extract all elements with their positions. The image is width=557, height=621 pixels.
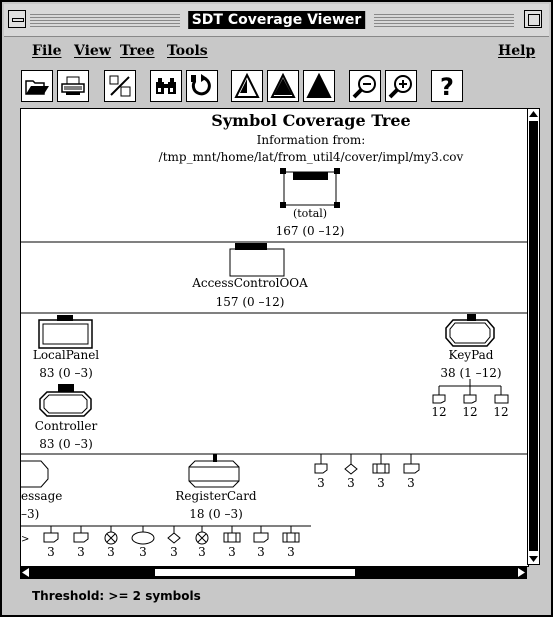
register-leaf-value: 3 xyxy=(257,545,265,559)
keypad-value: 38 (1 –12) xyxy=(440,366,502,380)
vertical-scrollbar[interactable] xyxy=(527,108,540,565)
open-button[interactable] xyxy=(21,70,53,102)
help-button[interactable] xyxy=(431,70,463,102)
message-value: –3) xyxy=(21,507,40,521)
register-leaf[interactable] xyxy=(254,533,268,542)
controller-leaf-value: 3 xyxy=(347,476,355,490)
scale-icon xyxy=(107,73,133,99)
controller-label: Controller xyxy=(34,419,98,433)
svg-text:>: > xyxy=(21,534,30,545)
register-leaf[interactable] xyxy=(168,533,180,543)
menu-file[interactable]: File xyxy=(32,43,62,59)
register-leaf-value: 3 xyxy=(287,545,295,559)
zoom-in-icon xyxy=(388,73,414,99)
keypad-leaf[interactable] xyxy=(464,395,476,403)
register-leaf-value: 3 xyxy=(228,545,236,559)
find-button[interactable] xyxy=(150,70,182,102)
tree-title: Symbol Coverage Tree xyxy=(211,111,411,130)
vertical-thumb[interactable] xyxy=(529,121,538,551)
register-leaf-value: 3 xyxy=(139,545,147,559)
threshold-status: Threshold: >= 2 symbols xyxy=(32,589,201,603)
info-label: Information from: xyxy=(256,133,366,147)
triangle-light-icon xyxy=(234,73,260,99)
registercard-label: RegisterCard xyxy=(175,489,257,503)
message-node[interactable] xyxy=(21,461,48,487)
scale-button[interactable] xyxy=(104,70,136,102)
zoom-out-icon xyxy=(352,73,378,99)
message-leaf-value: 3 xyxy=(47,545,55,559)
rotate-icon xyxy=(189,73,215,99)
triangle-dark-icon xyxy=(306,73,332,99)
help-icon xyxy=(434,73,460,99)
controller-leaf[interactable] xyxy=(373,464,389,473)
message-leaf[interactable] xyxy=(74,533,88,542)
controller-leaf-value: 3 xyxy=(317,476,325,490)
register-leaf-value: 3 xyxy=(170,545,178,559)
scroll-up-icon[interactable] xyxy=(529,111,538,117)
horizontal-thumb[interactable] xyxy=(155,569,355,576)
localpanel-value: 83 (0 –3) xyxy=(39,366,93,380)
controller-leaf[interactable] xyxy=(404,464,419,473)
controller-node[interactable] xyxy=(40,392,91,416)
horizontal-scrollbar[interactable] xyxy=(20,566,527,579)
window-menu-button[interactable] xyxy=(8,10,26,28)
threshold-mid-button[interactable] xyxy=(267,70,299,102)
keypad-leaf[interactable] xyxy=(495,395,508,403)
register-leaf[interactable] xyxy=(132,532,154,544)
access-control-node[interactable] xyxy=(230,249,284,276)
keypad-leaf[interactable] xyxy=(433,395,445,403)
svg-text:?: ? xyxy=(440,73,454,99)
access-value: 157 (0 –12) xyxy=(215,295,285,309)
print-button[interactable] xyxy=(57,70,89,102)
keypad-leaf-value: 12 xyxy=(431,405,447,419)
menu-view[interactable]: View xyxy=(74,43,111,59)
controller-value: 83 (0 –3) xyxy=(39,437,93,451)
threshold-low-button[interactable] xyxy=(231,70,263,102)
registercard-value: 18 (0 –3) xyxy=(189,507,243,521)
keypad-leaf-value: 12 xyxy=(493,405,509,419)
scroll-left-icon[interactable] xyxy=(22,568,29,577)
triangle-medium-icon xyxy=(270,73,296,99)
keypad-label: KeyPad xyxy=(448,348,494,362)
registercard-node[interactable] xyxy=(189,461,239,487)
title-bar[interactable] xyxy=(4,4,549,37)
menu-bar xyxy=(4,37,549,65)
keypad-node[interactable] xyxy=(446,320,494,346)
message-leaf-value: 3 xyxy=(107,545,115,559)
localpanel-label: LocalPanel xyxy=(32,348,100,362)
root-label: (total) xyxy=(292,207,328,220)
message-label: essage xyxy=(21,489,63,503)
tree-graphics xyxy=(21,109,528,566)
register-leaf[interactable] xyxy=(224,533,240,542)
message-leaf[interactable] xyxy=(44,533,58,542)
keypad-leaf-value: 12 xyxy=(462,405,478,419)
menu-help[interactable]: Help xyxy=(498,43,536,59)
title-stripes-left xyxy=(30,12,180,28)
menu-tree[interactable]: Tree xyxy=(120,43,155,59)
controller-leaf[interactable] xyxy=(345,464,357,474)
open-icon xyxy=(24,74,50,98)
zoom-in-button[interactable] xyxy=(385,70,417,102)
title-stripes-right xyxy=(374,12,514,28)
register-leaf-value: 3 xyxy=(198,545,206,559)
access-label: AccessControlOOA xyxy=(192,276,308,290)
toolbar xyxy=(4,68,549,106)
threshold-high-button[interactable] xyxy=(303,70,335,102)
print-icon xyxy=(60,74,86,98)
scroll-right-icon[interactable] xyxy=(518,568,525,577)
register-leaf[interactable] xyxy=(283,533,299,542)
controller-leaf-value: 3 xyxy=(377,476,385,490)
controller-leaf-value: 3 xyxy=(407,476,415,490)
maximize-button[interactable] xyxy=(524,10,542,28)
window-title: SDT Coverage Viewer xyxy=(188,11,366,29)
file-path: /tmp_mnt/home/lat/from_util4/cover/impl/my3.cov xyxy=(158,150,464,164)
coverage-tree-canvas[interactable] xyxy=(20,108,529,567)
refresh-button[interactable] xyxy=(186,70,218,102)
root-value: 167 (0 –12) xyxy=(275,224,345,238)
zoom-out-button[interactable] xyxy=(349,70,381,102)
binoculars-icon xyxy=(153,74,179,98)
message-leaf-value: 3 xyxy=(77,545,85,559)
scroll-down-icon[interactable] xyxy=(529,556,538,562)
menu-tools[interactable]: Tools xyxy=(167,43,208,59)
controller-leaf[interactable] xyxy=(315,464,327,473)
